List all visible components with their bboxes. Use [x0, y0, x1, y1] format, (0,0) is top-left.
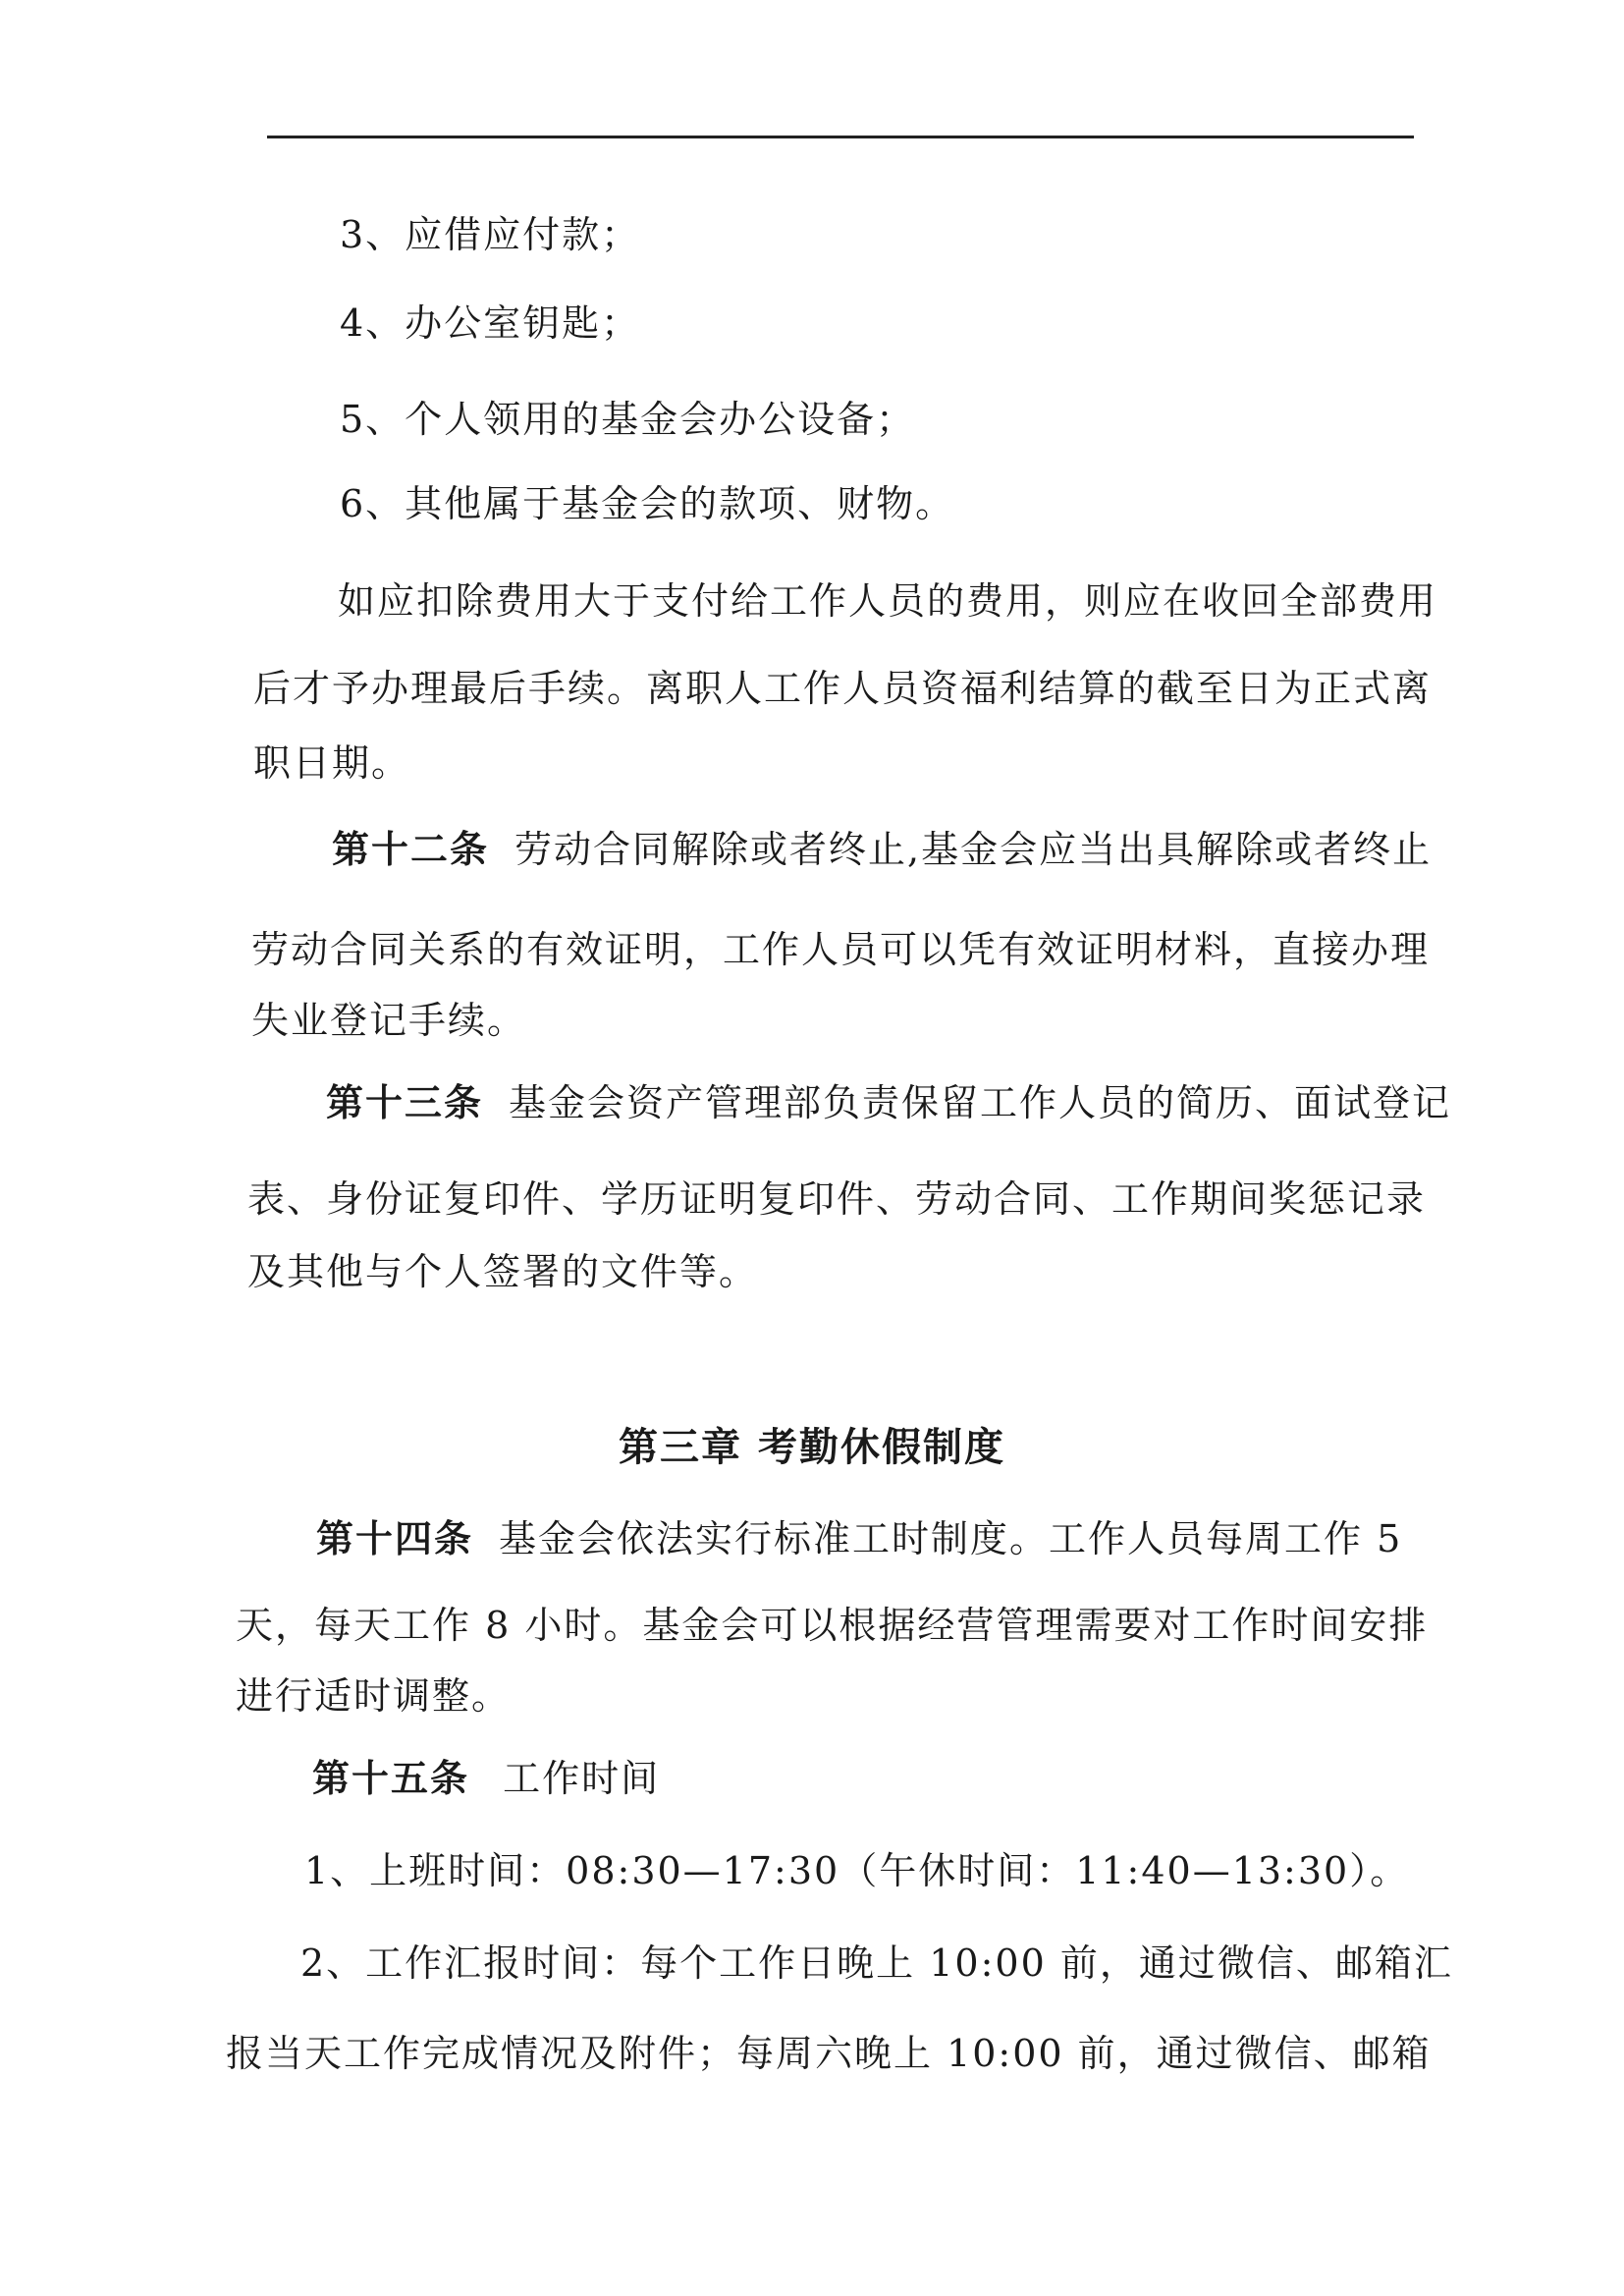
article-14-text: 基金会依法实行标准工时制度。工作人员每周工作 5	[499, 1517, 1403, 1560]
article-12-text: 劳动合同解除或者终止,基金会应当出具解除或者终止	[514, 828, 1433, 871]
article-14-label: 第十四条	[316, 1517, 474, 1560]
article-12-line: 失业登记手续。	[251, 999, 527, 1042]
list-item-5: 5、个人领用的基金会办公设备；	[340, 398, 916, 441]
deduction-paragraph-line: 职日期。	[253, 741, 411, 785]
article-13-text: 基金会资产管理部负责保留工作人员的简历、面试登记	[509, 1081, 1452, 1124]
article-13-label: 第十三条	[326, 1081, 484, 1124]
deduction-paragraph-line: 后才予办理最后手续。离职人工作人员资福利结算的截至日为正式离	[253, 667, 1433, 710]
article-12-label: 第十二条	[332, 828, 490, 871]
article-13-line: 表、身份证复印件、学历证明复印件、劳动合同、工作期间奖惩记录	[247, 1177, 1427, 1221]
deduction-paragraph-line: 如应扣除费用大于支付给工作人员的费用，则应在收回全部费用	[338, 579, 1438, 623]
article-12-line: 劳动合同关系的有效证明，工作人员可以凭有效证明材料，直接办理	[251, 928, 1431, 971]
list-item-6: 6、其他属于基金会的款项、财物。	[340, 482, 955, 525]
header-rule	[267, 136, 1414, 138]
article-14-line: 进行适时调整。	[236, 1674, 512, 1718]
article-12-first-line	[332, 825, 1433, 874]
article-15-text: 工作时间	[503, 1757, 661, 1800]
article-13-first-line	[326, 1078, 1452, 1127]
article-14-line: 天，每天工作 8 小时。基金会可以根据经营管理需要对工作时间安排	[236, 1604, 1429, 1647]
report-time-item-continued: 报当天工作完成情况及附件；每周六晚上 10:00 前，通过微信、邮箱	[226, 2032, 1432, 2075]
article-15-heading	[312, 1754, 660, 1803]
article-15-label: 第十五条	[312, 1757, 470, 1800]
chapter-title: 第三章 考勤休假制度	[619, 1425, 1005, 1470]
list-item-3: 3、应借应付款；	[340, 213, 641, 256]
report-time-item: 2、工作汇报时间：每个工作日晚上 10:00 前，通过微信、邮箱汇	[300, 1941, 1453, 1985]
article-13-line: 及其他与个人签署的文件等。	[247, 1250, 759, 1293]
list-item-4: 4、办公室钥匙；	[340, 301, 641, 345]
work-hours-item: 1、上班时间：08:30—17:30（午休时间：11:40—13:30）。	[304, 1849, 1410, 1892]
article-14-first-line	[316, 1514, 1403, 1563]
